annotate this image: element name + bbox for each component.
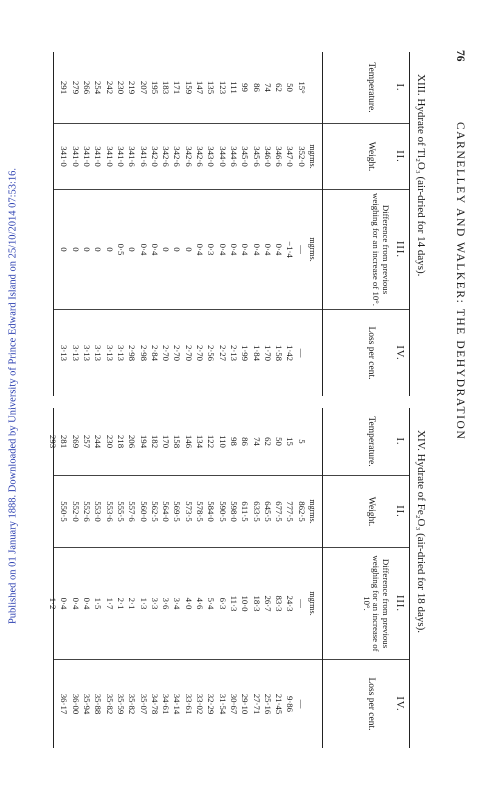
table-cell: 3·13 [93, 344, 104, 362]
table-cell: 0 [93, 247, 104, 252]
table-cell: 578·5 [195, 501, 206, 522]
table-xiii-weight-column [54, 124, 322, 190]
table-cell: — [296, 599, 307, 608]
table-cell: 170 [161, 434, 172, 449]
table-cell: 2·70 [195, 344, 206, 362]
table-cell: 34·14 [172, 693, 183, 715]
unit-label: mgrms. [308, 591, 317, 616]
table-cell: 0 [172, 247, 183, 252]
table-cell: 3·3 [149, 597, 160, 610]
table-cell: 4·6 [195, 597, 206, 610]
table-cell: 0·3 [206, 243, 217, 256]
table-cell: 62 [274, 83, 285, 92]
table-cell: 341·0 [115, 146, 126, 167]
table-cell: 123 [217, 80, 228, 95]
table-cell: 0·4 [59, 597, 70, 610]
table-cell: 11·3 [228, 595, 239, 612]
table-cell: 0 [127, 247, 138, 252]
table-cell: 344·0 [217, 146, 228, 167]
table-cell [47, 476, 58, 547]
table-cell: — [296, 699, 307, 709]
table-cell: 2·13 [228, 344, 239, 362]
table-cell: 86 [251, 83, 262, 92]
table-cell: 182 [149, 434, 160, 449]
table-cell: 25·16 [262, 693, 273, 715]
table-cell: 342·6 [183, 146, 194, 167]
publication-sidebar-note [2, 0, 24, 792]
table-cell: −1·4 [285, 241, 296, 258]
table-cell: 341·6 [127, 146, 138, 167]
rotated-page [50, 40, 470, 780]
col-number: III. [394, 240, 405, 259]
table-cell: 573·5 [183, 501, 194, 522]
table-cell: 1·3 [138, 597, 149, 610]
table-cell: 352·0 [296, 146, 307, 167]
col-number: IV. [394, 696, 405, 712]
table-cell: 0 [82, 247, 93, 252]
table-xiii [50, 52, 432, 396]
table-xiv-caption: XIV. Hydrate of Fe₂O₃ (air-dried for 18 days). [415, 430, 427, 634]
table-cell: 24·3 [285, 595, 296, 612]
table-cell: 341·0 [59, 146, 70, 167]
table-cell: 219 [127, 80, 138, 95]
col-number: III. [394, 594, 405, 613]
table-xiv-body [48, 408, 322, 748]
table-cell: 194 [138, 434, 149, 449]
table-cell: 562·5 [149, 501, 160, 522]
table-cell: 345·0 [240, 146, 251, 167]
table-cell: 36·17 [59, 693, 70, 715]
page-number: 76 [454, 50, 466, 62]
table-cell: 35·82 [104, 693, 115, 715]
table-cell: 0·4 [149, 243, 160, 256]
unit-label: mgrms. [308, 499, 317, 524]
table-cell: 347·0 [285, 146, 296, 167]
table-cell: 10·0 [240, 595, 251, 612]
table-cell: 31·54 [217, 693, 228, 715]
table-cell: 230 [115, 80, 126, 95]
table-cell: 0·4 [217, 243, 228, 256]
table-cell: 2·1 [127, 597, 138, 610]
table-cell: 159 [183, 80, 194, 95]
col-header-weight [323, 476, 409, 548]
table-cell: 50 [274, 437, 285, 446]
table-cell: 0·4 [240, 243, 251, 256]
table-cell: 134 [195, 434, 206, 449]
col-number: I. [394, 83, 405, 92]
table-cell: 342·6 [195, 146, 206, 167]
table-cell: 30·67 [228, 693, 239, 715]
table-cell: 341·0 [104, 146, 115, 167]
table-cell: 1·7 [104, 597, 115, 610]
running-head-text: CARNELLEY AND WALKER: THE DEHYDRATION [454, 122, 466, 441]
table-cell: 552·6 [82, 501, 93, 522]
table-cell: 1·2 [48, 597, 59, 610]
table-cell: 633·5 [251, 501, 262, 522]
table-cell: 2·70 [172, 344, 183, 362]
table-cell: 35·94 [82, 693, 93, 715]
col-label: Temperature. [366, 416, 376, 467]
col-number: II. [394, 505, 405, 518]
table-cell: 36·00 [70, 693, 81, 715]
table-cell: 244 [93, 434, 104, 449]
table-cell: 9·86 [285, 695, 296, 713]
col-number: I. [394, 437, 405, 446]
table-cell: 291 [59, 80, 70, 95]
table-cell: 1·58 [274, 344, 285, 362]
table-cell: 50 [285, 83, 296, 92]
table-xiv [50, 408, 432, 748]
col-number: IV. [394, 345, 405, 361]
table-cell: 33·02 [195, 693, 206, 715]
table-cell: 1·84 [251, 344, 262, 362]
table-cell: 158 [172, 434, 183, 449]
table-cell: 242 [104, 80, 115, 95]
table-cell: 1·5 [93, 597, 104, 610]
table-xiii-body [53, 52, 322, 396]
table-xiv-temperature-column [48, 408, 322, 476]
table-cell: 342·6 [161, 146, 172, 167]
table-cell: 183 [161, 80, 172, 95]
table-cell: 135 [206, 80, 217, 95]
table-cell: 3·13 [70, 344, 81, 362]
table-cell: 0·4 [82, 597, 93, 610]
table-cell: 3·13 [82, 344, 93, 362]
table-cell: 269 [70, 434, 81, 449]
unit-label: mgrms. [308, 237, 317, 262]
table-cell: 3·13 [115, 344, 126, 362]
table-cell: 552·0 [70, 501, 81, 522]
table-cell: 2·98 [127, 344, 138, 362]
col-header-temperature [323, 408, 409, 476]
table-cell: 29·10 [240, 693, 251, 715]
table-cell: 569·5 [172, 501, 183, 522]
table-cell: 33·61 [183, 693, 194, 715]
table-cell: 35·07 [138, 693, 149, 715]
table-xiii-difference-column [54, 190, 322, 310]
col-header-loss [323, 660, 409, 748]
table-cell: 34·78 [149, 693, 160, 715]
col-label: Weight. [366, 141, 376, 172]
col-label: Weight. [366, 496, 376, 527]
table-cell: 218 [115, 434, 126, 449]
table-cell: 0 [161, 247, 172, 252]
table-cell: 83·3 [274, 595, 285, 612]
table-cell: 0·4 [195, 243, 206, 256]
table-cell: 207 [138, 80, 149, 95]
table-cell: 598·0 [228, 501, 239, 522]
table-cell: — [296, 245, 307, 254]
col-label: Loss per cent. [366, 326, 376, 380]
table-xiii-temperature-column [54, 52, 322, 124]
table-cell: 0·4 [262, 243, 273, 256]
running-head [446, 40, 470, 780]
col-number: II. [394, 150, 405, 163]
table-cell: 110 [217, 435, 228, 448]
table-cell: 1·99 [240, 344, 251, 362]
table-cell: 0·5 [115, 243, 126, 256]
col-header-difference [323, 190, 409, 310]
table-cell: — [296, 348, 307, 358]
table-cell: 2·1 [115, 597, 126, 610]
table-cell: 0·4 [138, 243, 149, 256]
table-cell: 257 [82, 434, 93, 449]
table-cell: 341·0 [82, 146, 93, 167]
col-label: Temperature. [366, 62, 376, 113]
table-cell: 1·70 [262, 344, 273, 362]
table-cell: 279 [70, 80, 81, 95]
table-cell: 15 [285, 437, 296, 446]
table-cell: 677·5 [274, 501, 285, 522]
col-header-difference [323, 548, 409, 660]
table-cell: 2·70 [161, 344, 172, 362]
table-cell: 560·0 [138, 501, 149, 522]
table-cell: 35·82 [127, 693, 138, 715]
col-label: Difference from previous weighing for an increase of 10°. [371, 193, 391, 306]
table-cell: 281 [59, 434, 70, 449]
table-xiv-difference-column [48, 548, 322, 660]
table-cell [47, 660, 58, 748]
table-xiii-caption: XIII. Hydrate of Tl₂O₃ (air-dried for 14 days). [415, 74, 427, 277]
table-cell: 3·4 [172, 597, 183, 610]
table-cell: 0·4 [70, 597, 81, 610]
table-cell: 345·6 [251, 146, 262, 167]
table-cell: 346·0 [262, 146, 273, 167]
table-cell: 0·4 [228, 243, 239, 256]
table-cell: 206 [127, 434, 138, 449]
table-cell: 3·13 [59, 344, 70, 362]
table-cell: 293 [48, 434, 59, 449]
table-cell: 553·0 [93, 501, 104, 522]
table-cell: 147 [195, 80, 206, 95]
col-label: Loss per cent. [366, 677, 376, 731]
table-cell: 2·98 [138, 344, 149, 362]
table-cell: 27·71 [251, 693, 262, 715]
table-cell: 346·6 [274, 146, 285, 167]
table-cell: 777·5 [285, 501, 296, 522]
table-cell: 122 [206, 434, 217, 449]
table-cell: 341·6 [138, 146, 149, 167]
table-cell: 3·6 [161, 597, 172, 610]
table-cell: 0 [59, 247, 70, 252]
table-cell: 266 [82, 80, 93, 95]
col-header-temperature [323, 52, 409, 124]
table-cell: 344·6 [228, 146, 239, 167]
table-cell: 2·27 [217, 344, 228, 362]
table-xiv-loss-column [54, 660, 322, 748]
table-cell: 553·6 [104, 501, 115, 522]
table-cell: 99 [240, 83, 251, 92]
table-cell: 62 [262, 437, 273, 446]
table-cell: 195 [149, 80, 160, 95]
table-cell: 342·0 [149, 146, 160, 167]
table-cell: 3·13 [104, 344, 115, 362]
table-cell: 342·6 [172, 146, 183, 167]
table-cell: 230 [104, 434, 115, 449]
table-xiii-header [322, 52, 409, 396]
table-cell: 74 [262, 83, 273, 92]
table-cell: 111 [228, 81, 239, 94]
table-cell: 6·3 [217, 597, 228, 610]
table-cell: 555·5 [115, 501, 126, 522]
table-cell: 146 [183, 434, 194, 449]
table-cell: 590·5 [217, 501, 228, 522]
col-label: Difference from previous weighing for an increase of 10°. [362, 555, 391, 652]
unit-label: mgrms. [308, 144, 317, 169]
table-cell: 645·5 [262, 501, 273, 522]
table-cell: 74 [251, 437, 262, 446]
table-cell: 0·4 [274, 243, 285, 256]
table-cell: 343·0 [206, 146, 217, 167]
table-cell: 0 [70, 247, 81, 252]
table-cell: 5 [296, 439, 307, 444]
table-cell: 86 [240, 437, 251, 446]
table-xiii-loss-column [54, 310, 322, 396]
table-cell: 4·0 [183, 597, 194, 610]
col-header-weight [323, 124, 409, 190]
table-cell: 557·6 [127, 501, 138, 522]
table-cell: 35·59 [115, 693, 126, 715]
table-cell: 5·4 [206, 597, 217, 610]
table-cell: 26·7 [262, 595, 273, 612]
table-cell: 2·56 [206, 344, 217, 362]
publication-note-text: Published on 01 January 1888. Downloaded by University of Prince Edward Island on 25/10/2014 07:53:16. [7, 167, 19, 625]
table-cell: 0 [183, 247, 194, 252]
table-cell: 341·0 [93, 146, 104, 167]
table-cell: 21·45 [274, 693, 285, 715]
table-cell: 15° [296, 81, 307, 94]
col-header-loss [323, 310, 409, 396]
table-cell: 2·84 [149, 344, 160, 362]
table-cell: 35·88 [93, 693, 104, 715]
table-cell: 550·5 [59, 501, 70, 522]
table-cell: 1·42 [285, 344, 296, 362]
table-cell: 862·5 [296, 501, 307, 522]
table-cell: 171 [172, 80, 183, 95]
table-cell: 341·0 [70, 146, 81, 167]
table-cell: 2·70 [183, 344, 194, 362]
table-cell: 564·0 [161, 501, 172, 522]
table-cell: 98 [228, 437, 239, 446]
table-cell: 0 [104, 247, 115, 252]
table-cell: 34·61 [161, 693, 172, 715]
table-cell: 254 [93, 80, 104, 95]
table-cell: 611·5 [240, 501, 251, 522]
table-cell: 32·29 [206, 693, 217, 715]
table-xiv-weight-column [54, 476, 322, 548]
table-cell: 18·3 [251, 595, 262, 612]
table-cell: 584·0 [206, 501, 217, 522]
table-xiv-header [322, 408, 409, 748]
table-cell: 0·4 [251, 243, 262, 256]
